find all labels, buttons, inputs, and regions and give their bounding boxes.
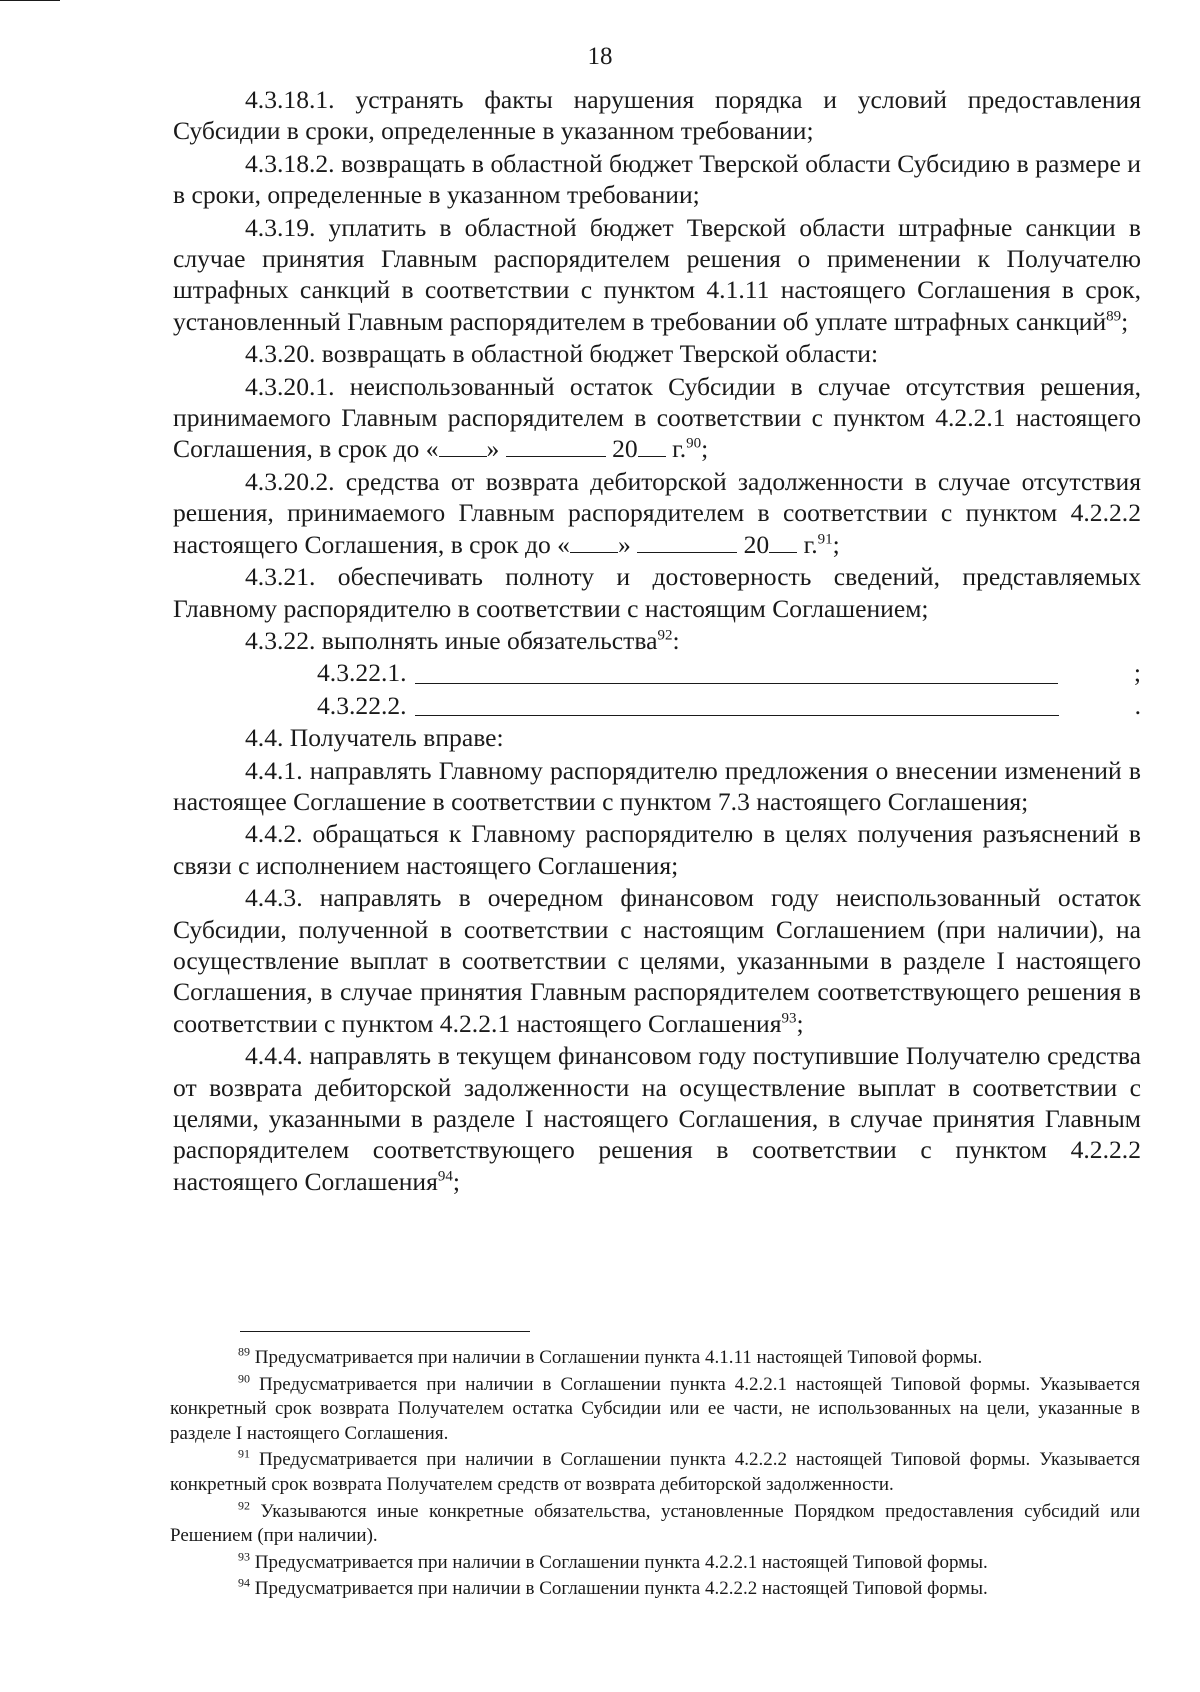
clause-4-3-22: 4.3.22. выполнять иные обязательства$^{92}$: bbox=[245, 625, 680, 655]
clause-4-4: 4.4. Получатель вправе: bbox=[245, 723, 504, 753]
year-blank bbox=[769, 551, 797, 553]
clause-4-4-1: 4.4.1. направлять Главному распорядителю предложения о внесении изменений в настоящее Соглашение в соответствии с пунктом 7.3 настоящего Соглашения; bbox=[173, 755, 1141, 816]
footnotes bbox=[170, 1346, 1140, 1604]
footnote-separator bbox=[240, 1331, 530, 1332]
clause-4-3-20-1: 4.3.20.1. неиспользованный остаток Субсидии в случае отсутствия решения, принимаемого Главным распорядителем в соответствии с пунктом 4.2.2.1 настоящего Соглашения, в срок до « » 20 г.$^{90}$; bbox=[173, 371, 1141, 464]
footnote-ref: 89 bbox=[1106, 308, 1122, 325]
clause-4-3-19: 4.3.19. уплатить в областной бюджет Тверской области штрафные санкции в случае принятия Главным распорядителем решения о применении к Получателю штрафных санкций в соответствии с пунктом 4.1.11 настоящего Соглашения в срок, установленный Главным распорядителем в требовании об уплате штрафных санкций$^{89}$; bbox=[173, 212, 1141, 336]
document-body bbox=[173, 84, 1141, 1197]
footnote-92: $^{92}$ Указываются иные конкретные обязательства, установленные Порядком предоставления субсидий или Решением (при наличии). bbox=[170, 1498, 1141, 1547]
footnote-ref: 93 bbox=[781, 1010, 797, 1027]
footnote-91: $^{91}$ Предусматривается при наличии в Соглашении пункта 4.2.2.2 настоящей Типовой формы. Указывается конкретный срок возврата Получателем средств от возврата дебиторской задолженности. bbox=[170, 1447, 1141, 1495]
clause-4-3-22-2: 4.3.22.2. . bbox=[317, 690, 1141, 720]
year-blank bbox=[638, 455, 666, 457]
footnote-ref: 91 bbox=[817, 531, 833, 548]
fill-in-line bbox=[415, 714, 1059, 716]
clause-4-3-18-1: 4.3.18.1. устранять факты нарушения порядка и условий предоставления Субсидии в сроки, определенные в указанном требовании; bbox=[173, 85, 1141, 146]
footnote-94: $^{94}$ Предусматривается при наличии в Соглашении пункта 4.2.2.2 настоящей Типовой формы. bbox=[238, 1576, 988, 1600]
day-blank bbox=[439, 455, 487, 457]
clause-4-3-22-1: 4.3.22.1. ; bbox=[317, 658, 1141, 688]
footnote-93: $^{93}$ Предусматривается при наличии в Соглашении пункта 4.2.2.1 настоящей Типовой формы. bbox=[238, 1549, 988, 1573]
scan-edge-mark bbox=[0, 0, 60, 1]
page-number: 18 bbox=[587, 43, 613, 70]
clause-4-4-4: 4.4.4. направлять в текущем финансовом году поступившие Получателю средства от возврата дебиторской задолженности на осуществление выплат в соответствии с целями, указанными в разделе I настоящего Соглашения, в случае принятия Главным распорядителем соответствующего решения в соответствии с пунктом 4.2.2.2 настоящего Соглашения$^{94}$; bbox=[173, 1041, 1141, 1196]
clause-4-4-2: 4.4.2. обращаться к Главному распорядителю в целях получения разъяснений в связи с исполнением настоящего Соглашения; bbox=[173, 819, 1141, 880]
footnote-89: $^{89}$ Предусматривается при наличии в Соглашении пункта 4.1.11 настоящей Типовой формы. bbox=[238, 1344, 983, 1368]
fill-in-line bbox=[415, 682, 1058, 684]
footnote-ref: 94 bbox=[437, 1168, 453, 1185]
clause-4-3-20-2: 4.3.20.2. средства от возврата дебиторской задолженности в случае отсутствия решения, принимаемого Главным распорядителем в соответствии с пунктом 4.2.2.2 настоящего Соглашения, в срок до « » 20 г.$^{91}$; bbox=[173, 466, 1141, 559]
clause-4-3-20: 4.3.20. возвращать в областной бюджет Тверской области: bbox=[245, 339, 879, 369]
footnote-ref: 90 bbox=[686, 435, 702, 452]
month-blank bbox=[637, 551, 737, 553]
day-blank bbox=[570, 551, 618, 553]
footnote-90: $^{90}$ Предусматривается при наличии в Соглашении пункта 4.2.2.1 настоящей Типовой формы. Указывается конкретный срок возврата Получателем остатка Субсидии или ее части, не использованных на цели, указанные в разделе I настоящего Соглашения. bbox=[170, 1371, 1141, 1444]
clause-4-3-21: 4.3.21. обеспечивать полноту и достоверность сведений, представляемых Главному распорядителю в соответствии с настоящим Соглашением; bbox=[173, 562, 1141, 623]
clause-4-3-18-2: 4.3.18.2. возвращать в областной бюджет Тверской области Субсидию в размере и в сроки, определенные в указанном требовании; bbox=[173, 148, 1141, 210]
month-blank bbox=[506, 455, 606, 457]
clause-4-4-3: 4.4.3. направлять в очередном финансовом году неиспользованный остаток Субсидии, полученной в соответствии с настоящим Соглашением (при наличии), на осуществление выплат в соответствии с целями, указанными в разделе I настоящего Соглашения, в случае принятия Главным распорядителем соответствующего решения в соответствии с пунктом 4.2.2.1 настоящего Соглашения$^{93}$; bbox=[173, 883, 1141, 1038]
footnote-ref: 92 bbox=[657, 627, 673, 644]
